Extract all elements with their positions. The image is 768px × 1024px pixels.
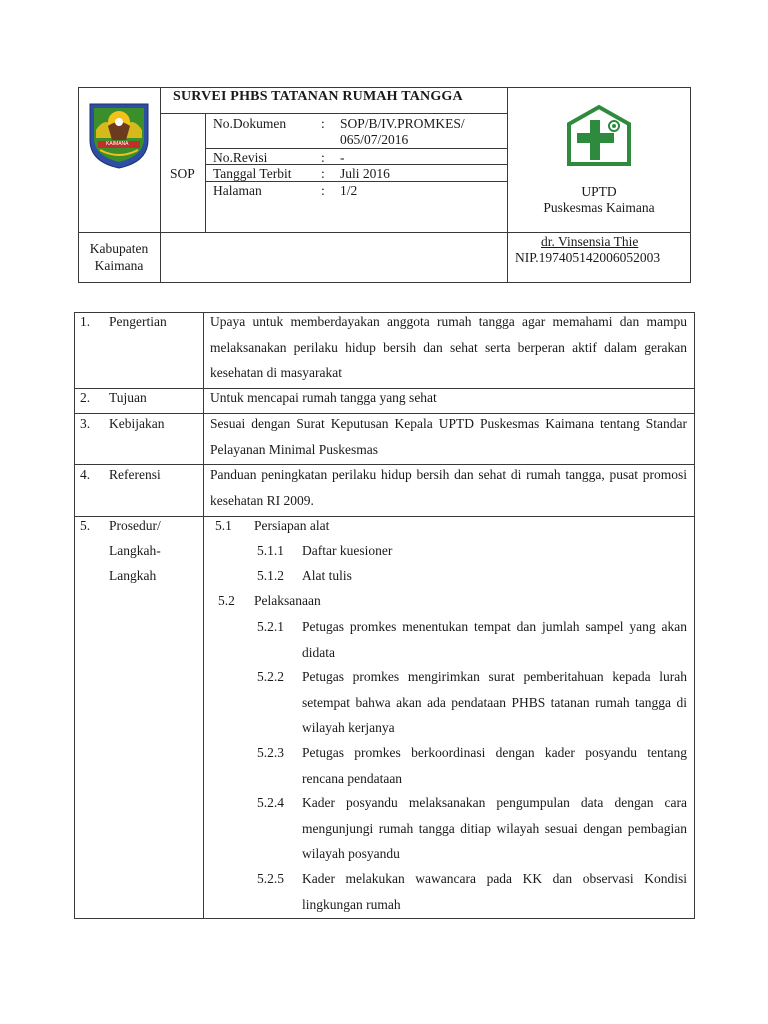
step-number: 5.2.1 — [257, 619, 284, 634]
kaimana-emblem-icon — [86, 100, 152, 170]
section-label-kebijakan: Kebijakan — [109, 416, 165, 431]
step-number: 5.1.1 — [257, 543, 284, 558]
step-text: Alat tulis — [302, 568, 352, 583]
section-number: 3. — [80, 416, 91, 431]
section-text-referensi: Panduan peningkatan perilaku hidup bersih dan sehat di rumah tangga, pusat promosi kesehatan RI 2009. — [210, 467, 687, 508]
field-value-no-revisi: - — [340, 150, 345, 165]
field-label-halaman: Halaman — [213, 183, 262, 198]
signer-nip: NIP.197405142006052003 — [515, 250, 661, 265]
section-number: 4. — [80, 467, 91, 482]
section-number: 1. — [80, 314, 91, 329]
logo-text: KAIMANA — [106, 141, 129, 147]
section-label-prosedur-2: Langkah- — [109, 543, 161, 558]
step-text: Petugas promkes mengirimkan surat pemberitahuan kepada lurah setempat bahwa akan ada pendataan PHBS tatanan rumah tangga di wilayah kerjanya — [302, 669, 687, 735]
org-name-line2: Puskesmas Kaimana — [543, 200, 655, 215]
region-line2: Kaimana — [94, 258, 144, 273]
sop-label: SOP — [170, 166, 195, 181]
step-text: Petugas promkes berkoordinasi dengan kader posyandu tentang rencana pendataan — [302, 745, 687, 786]
step-number: 5.1 — [215, 518, 232, 533]
field-value-no-dokumen: SOP/B/IV.PROMKES/ — [340, 116, 465, 131]
field-sep: : — [321, 150, 325, 165]
step-number: 5.2.3 — [257, 745, 284, 760]
section-label-tujuan: Tujuan — [109, 390, 147, 405]
field-label-no-dokumen: No.Dokumen — [213, 116, 287, 131]
step-text: Kader posyandu melaksanakan pengumpulan data dengan cara mengunjungi rumah tangga ditiap wilayah sesuai dengan pembagian wilayah posyandu — [302, 795, 687, 861]
org-name-line1: UPTD — [581, 184, 617, 199]
section-label-pengertian: Pengertian — [109, 314, 167, 329]
field-value-halaman: 1/2 — [340, 183, 358, 198]
step-text: Kader melakukan wawancara pada KK dan observasi Kondisi lingkungan rumah — [302, 871, 687, 912]
section-text-pengertian: Upaya untuk memberdayakan anggota rumah tangga agar memahami dan mampu melaksanakan perilaku hidup bersih dan sehat serta berperan aktif dalam gerakan kesehatan di masyarakat — [210, 314, 687, 380]
step-number: 5.1.2 — [257, 568, 284, 583]
step-number: 5.2.2 — [257, 669, 284, 684]
section-text-kebijakan: Sesuai dengan Surat Keputusan Kepala UPTD Puskesmas Kaimana tentang Standar Pelayanan Minimal Puskesmas — [210, 416, 687, 457]
field-value-tanggal-terbit: Juli 2016 — [340, 166, 390, 181]
section-text-tujuan: Untuk mencapai rumah tangga yang sehat — [210, 390, 437, 405]
step-text: Petugas promkes menentukan tempat dan jumlah sampel yang akan didata — [302, 619, 687, 660]
section-number: 5. — [80, 518, 91, 533]
field-sep: : — [321, 166, 325, 181]
signer-name: dr. Vinsensia Thie — [541, 234, 639, 249]
step-text: Persiapan alat — [254, 518, 330, 533]
field-sep: : — [321, 183, 325, 198]
field-label-tanggal-terbit: Tanggal Terbit — [213, 166, 292, 181]
field-sep: : — [321, 116, 325, 131]
region-line1: Kabupaten — [89, 241, 149, 256]
step-number: 5.2 — [218, 593, 235, 608]
section-label-referensi: Referensi — [109, 467, 161, 482]
section-label-prosedur-3: Langkah — [109, 568, 157, 583]
step-number: 5.2.5 — [257, 871, 284, 886]
step-text: Daftar kuesioner — [302, 543, 393, 558]
health-cross-icon — [564, 104, 634, 168]
section-number: 2. — [80, 390, 91, 405]
field-label-no-revisi: No.Revisi — [213, 150, 268, 165]
step-number: 5.2.4 — [257, 795, 284, 810]
regional-logo — [86, 100, 152, 170]
field-value-no-dokumen-2: 065/07/2016 — [340, 132, 409, 147]
document-title: SURVEI PHBS TATANAN RUMAH TANGGA — [173, 89, 463, 104]
step-text: Pelaksanaan — [254, 593, 321, 608]
section-label-prosedur: Prosedur/ — [109, 518, 161, 533]
puskesmas-logo — [564, 104, 634, 168]
